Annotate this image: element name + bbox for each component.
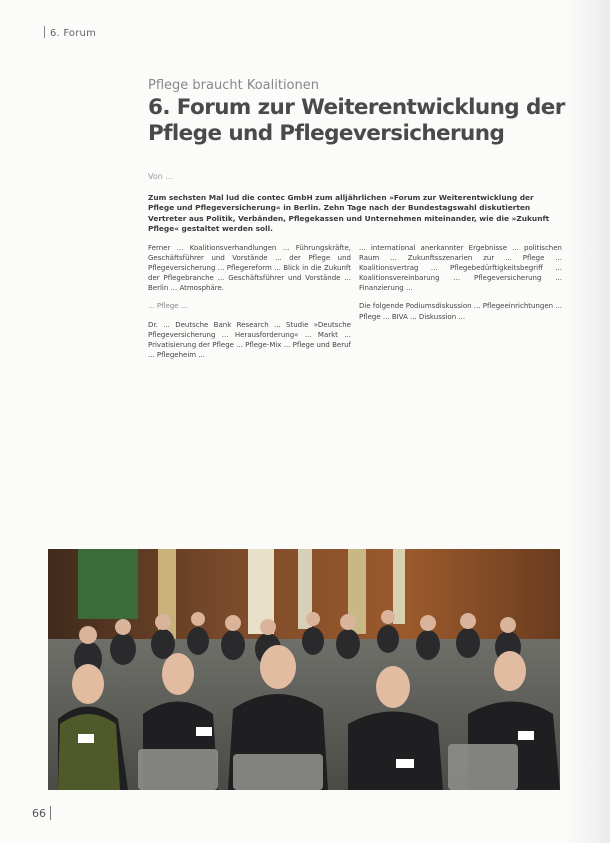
body-paragraph: ... international anerkannter Ergebnisse ... politischen Raum ... Zukunftsszenarien zur ... Pflege ... Koalitionsvertrag ... Pflegebedürftigkeitsbegriff ... Koalitionsvereinbarung ... Pflegeversicherung ... Finanzierung ... (359, 244, 562, 293)
article-lead: Zum sechsten Mal lud die contec GmbH zum alljährlichen »Forum zur Weiterentwicklung der Pflege und Pflegeversicherung« in Berlin. Zehn Tage nach der Bundestagswahl diskutierten Vertreter aus Politik, Verbänden, Pflegekassen und Unternehmen miteinander, wie die »Zukunft Pflege« gestaltet werden soll. (148, 193, 550, 234)
article-author: Von ... (148, 172, 173, 181)
folio-rule (50, 806, 51, 820)
article-title: 6. Forum zur Weiterentwicklung der Pflege und Pflegeversicherung (148, 95, 565, 146)
page-number-text: 66 (32, 807, 46, 820)
body-paragraph: Die folgende Podiumsdiskussion ... Pflegeeinrichtungen ... Pflege ... BIVA ... Diskussion ... (359, 302, 562, 321)
header-rule (44, 26, 45, 38)
page-number (32, 806, 51, 820)
body-paragraph: Dr. ... Deutsche Bank Research ... Studie »Deutsche Pflegeversicherung ... Herausforderung« ... Markt ... Privatisierung der Pflege ... Pflege-Mix ... Pflege und Beruf ... Pflegeheim ... (148, 320, 351, 359)
running-header (44, 26, 96, 39)
body-paragraph: Ferner ... Koalitionsverhandlungen ... Führungskräfte, Geschäftsführer und Vorstände ... der Pflege und Pflegeversicherung ... Pflegereform ... Blick in die Zukunft der Pflegebranche ... Geschäftsführer und Vorstände ... Berlin ... Atmosphäre. (148, 244, 351, 293)
article-kicker: Pflege braucht Koalitionen (148, 78, 319, 93)
running-header-text: 6. Forum (50, 28, 97, 39)
body-column-left (148, 243, 351, 368)
body-column-right (359, 243, 562, 330)
audience-photo (48, 549, 560, 790)
audience-photo-illustration (48, 549, 560, 790)
page-edge-shadow (566, 0, 610, 843)
pull-quote: ... Pflege ... (148, 302, 188, 311)
